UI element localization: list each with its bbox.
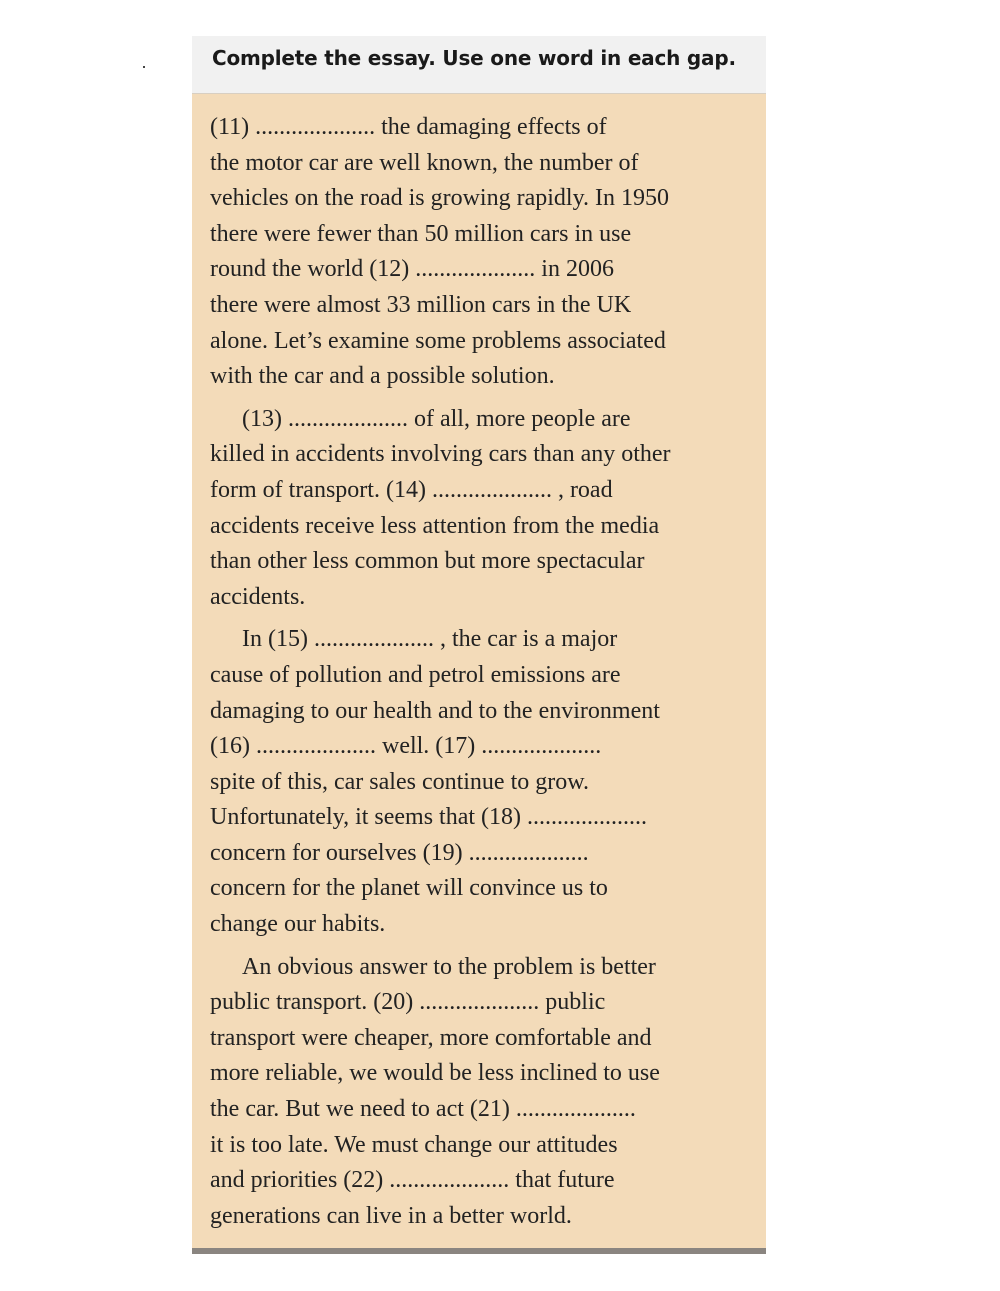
essay-line: concern for ourselves (19) .................... <box>210 839 589 866</box>
essay-line: accidents. <box>210 583 306 610</box>
instruction-title: Complete the essay. Use one word in each gap. <box>212 46 736 70</box>
essay-line: An obvious answer to the problem is better <box>242 953 656 980</box>
essay-body <box>192 94 766 1234</box>
essay-line: more reliable, we would be less inclined to use <box>210 1060 660 1087</box>
essay-card <box>192 36 766 1254</box>
essay-line: generations can live in a better world. <box>210 1202 572 1229</box>
essay-paragraph-1 <box>210 110 756 395</box>
essay-paragraph-4 <box>210 950 756 1235</box>
essay-line: there were almost 33 million cars in the UK <box>210 291 632 318</box>
essay-line: form of transport. (14) .................... , road <box>210 476 613 503</box>
essay-line: damaging to our health and to the environment <box>210 697 660 724</box>
essay-line: (13) .................... of all, more people are <box>242 405 631 432</box>
essay-line: it is too late. We must change our attitudes <box>210 1131 618 1158</box>
essay-line: public transport. (20) .................... public <box>210 989 606 1016</box>
stray-dot <box>143 66 145 68</box>
essay-line: Unfortunately, it seems that (18) .................... <box>210 804 648 831</box>
essay-line: than other less common but more spectacular <box>210 548 645 575</box>
essay-line: there were fewer than 50 million cars in use <box>210 220 632 247</box>
essay-line: concern for the planet will convince us to <box>210 875 608 902</box>
essay-line: round the world (12) .................... in 2006 <box>210 256 614 283</box>
essay-line: (11) .................... the damaging effects of <box>210 114 607 140</box>
essay-line: spite of this, car sales continue to grow. <box>210 768 590 795</box>
bottom-rule <box>192 1248 766 1254</box>
essay-paragraph-3 <box>210 622 756 942</box>
essay-line: cause of pollution and petrol emissions are <box>210 661 621 688</box>
essay-line: the motor car are well known, the number of <box>210 149 639 176</box>
essay-line: killed in accidents involving cars than any other <box>210 441 671 468</box>
essay-line: and priorities (22) .................... that future <box>210 1167 615 1194</box>
card-header <box>192 36 766 94</box>
essay-line: In (15) .................... , the car is a major <box>242 626 618 653</box>
essay-line: transport were cheaper, more comfortable and <box>210 1024 652 1051</box>
essay-line: alone. Let’s examine some problems associated <box>210 327 666 354</box>
essay-line: (16) .................... well. (17) .................... <box>210 733 602 760</box>
essay-paragraph-2 <box>210 402 756 616</box>
essay-line: with the car and a possible solution. <box>210 363 555 390</box>
essay-line: change our habits. <box>210 911 386 938</box>
essay-line: accidents receive less attention from the media <box>210 512 660 539</box>
essay-line: vehicles on the road is growing rapidly. In 1950 <box>210 185 670 212</box>
essay-line: the car. But we need to act (21) .................... <box>210 1096 636 1123</box>
